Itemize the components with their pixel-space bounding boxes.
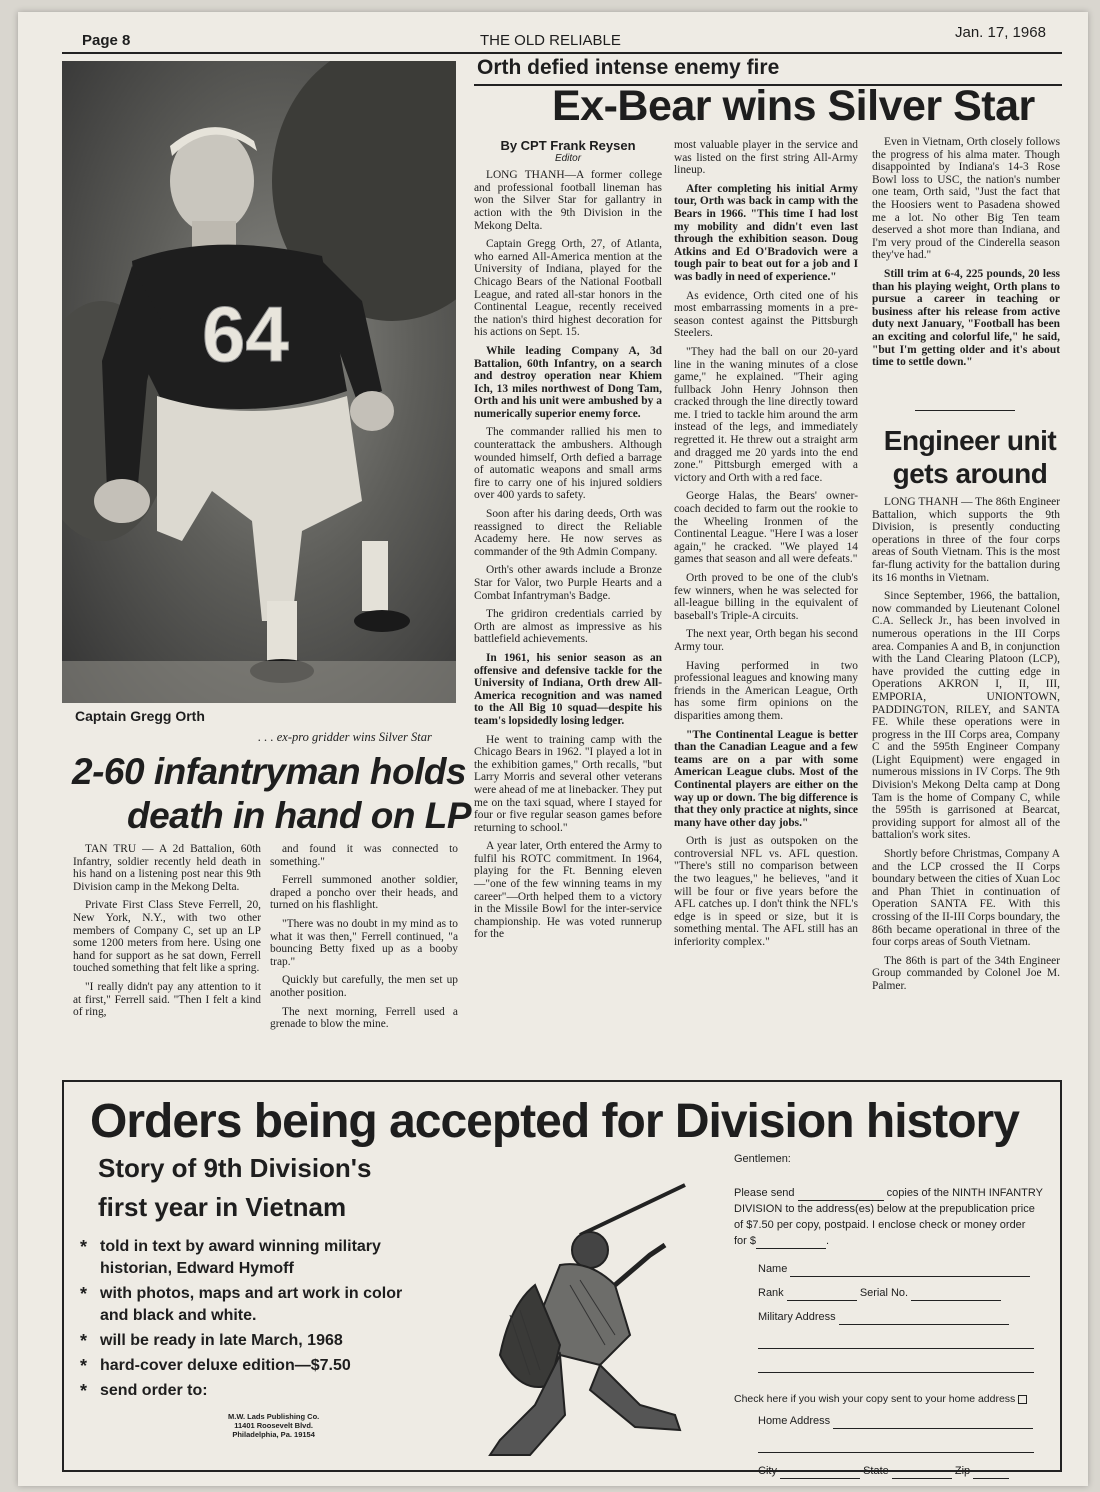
main-story-column-2 bbox=[674, 139, 858, 955]
form-serial-label: Serial No. bbox=[859, 1287, 909, 1299]
article-paragraph: "I really didn't pay any attention to it at first," Ferrell said. "Then I felt a kind of ring, bbox=[73, 980, 261, 1019]
form-home-check-text: Check here if you wish your copy sent to your home address bbox=[734, 1393, 1016, 1405]
lp-col2-body bbox=[270, 843, 458, 1031]
article-paragraph: The next year, Orth began his second Army tour. bbox=[674, 628, 858, 653]
serial-field[interactable] bbox=[911, 1289, 1001, 1301]
byline-role: Editor bbox=[554, 152, 582, 164]
article-paragraph: George Halas, the Bears' owner-coach decided to farm out the rookie to the Wheeling Ironmen of the Continental League. "Here I was a loser again," he cracked. "We played 14 games that season and all were defeats." bbox=[674, 490, 858, 566]
article-paragraph: most valuable player in the service and was listed on the first string All-Army lineup. bbox=[674, 139, 858, 177]
form-line3: of $7.50 per copy, postpaid. I enclose check or money order bbox=[734, 1219, 1026, 1231]
ad-bullet-item: * with photos, maps and art work in color and black and white. bbox=[80, 1283, 420, 1327]
form-please-send: Please send bbox=[734, 1187, 795, 1199]
form-name-label: Name bbox=[758, 1263, 788, 1275]
lp-headline-line1: 2-60 infantryman holds bbox=[72, 751, 467, 792]
name-field[interactable] bbox=[790, 1265, 1030, 1277]
main-story-col2-body bbox=[674, 139, 858, 949]
publisher-line: M.W. Lads Publishing Co. bbox=[228, 1412, 320, 1421]
ad-publisher-address bbox=[228, 1412, 319, 1439]
engineer-headline-line2: gets around bbox=[892, 458, 1048, 489]
article-paragraph: Even in Vietnam, Orth closely follows the progress of his alma mater. Though disappointed by Indiana's 14-3 Rose Bowl loss to USC, the nation's number one team, Orth said, "Just the fact that the Hoosiers went to Pasadena showed me a lot. No other Big Ten team deserved a shot more than Indiana, and I'm very proud of the Cinderella season they've had." bbox=[872, 136, 1060, 262]
paper-name: THE OLD RELIABLE bbox=[480, 32, 621, 49]
ad-subtitle-line2: first year in Vietnam bbox=[98, 1192, 347, 1222]
section-divider bbox=[915, 410, 1015, 411]
article-paragraph: Private First Class Steve Ferrell, 20, New York, N.Y., with two other members of Company C, set up an LP some 1200 meters from here. Using one hand for support as he sat down, Ferrell touched something that felt like a spring. bbox=[73, 899, 261, 975]
zip-field[interactable] bbox=[973, 1467, 1009, 1479]
article-paragraph: The gridiron credentials carried by Orth are almost as impressive as his battlefield achievements. bbox=[474, 608, 662, 646]
main-story-column-3 bbox=[872, 136, 1060, 375]
article-paragraph: Captain Gregg Orth, 27, of Atlanta, who earned All-America mention at the University of Indiana, played for the Chicago Bears of the National Football League, and rated all-star honors in the Continental League, recently received the nation's third highest decoration for his actions on Sept. 15. bbox=[474, 238, 662, 339]
ad-bullet-list bbox=[80, 1236, 420, 1405]
engineer-headline bbox=[876, 424, 1064, 490]
main-story-col3-body bbox=[872, 136, 1060, 369]
order-form: Gentlemen: Please send copies of the NINTH INFANTRY DIVISION to the address(es) below at the prepublication price of $7.50 per copy, postpaid. I enclose check or money order for $ . Name Rank Serial No. Military Address Check here if you wish your copy sent to your home address Home Address City State Zip bbox=[734, 1151, 1054, 1479]
lp-story-column-1 bbox=[73, 843, 261, 1025]
form-salutation: Gentlemen: bbox=[734, 1153, 791, 1165]
issue-date: Jan. 17, 1968 bbox=[955, 24, 1046, 41]
article-paragraph: After completing his initial Army tour, Orth was back in camp with the Bears in 1966. "This time I had lost my mobility and didn't even last through the exhibition season. Doug Atkins and Ed O'Bradovich were a tough pair to beat out for a job and I was badly in need of experience." bbox=[674, 182, 858, 283]
main-story-kicker: Orth defied intense enemy fire bbox=[477, 56, 780, 79]
military-address-field[interactable] bbox=[839, 1313, 1009, 1325]
masthead-rule bbox=[62, 52, 1062, 54]
article-paragraph: TAN TRU — A 2d Battalion, 60th Infantry, soldier recently held death in his hand on a listening post near this 9th Division camp in the Mekong Delta. bbox=[73, 843, 261, 893]
photo-caption-title: Captain Gregg Orth bbox=[75, 708, 205, 724]
article-paragraph: Soon after his daring deeds, Orth was reassigned to direct the Reliable Academy here. He now serves as commander of the 9th Admin Company. bbox=[474, 508, 662, 558]
home-address-checkbox[interactable] bbox=[1018, 1395, 1027, 1404]
form-military-address-label: Military Address bbox=[758, 1311, 836, 1323]
article-paragraph: Orth proved to be one of the club's few winners, when he was selected for all-league billing in the equivalent of baseball's Triple-A circuits. bbox=[674, 572, 858, 622]
article-paragraph: Shortly before Christmas, Company A and the LCP crossed the II Corps boundary between the cities of Xuan Loc and Phan Thiet in continuation of Operation SANTA FE. With this crossing of the II-III Corps boundary, the 86th became operational in three of the four corps areas of South Vietnam. bbox=[872, 848, 1060, 949]
article-paragraph: "The Continental League is better than the Canadian League and a few teams are on a par with some American League clubs. Most of the Continental players are either on the way up or down. The big difference is that they only practice at nights, since many have other day jobs." bbox=[674, 728, 858, 829]
article-paragraph: He went to training camp with the Chicago Bears in 1962. "I played a lot in the exhibition games," Orth recalls, "but Larry Morris and several other veterans were ahead of me at linebacker. They put me on the taxi squad, where I stayed for four or five regular season games before returning to school." bbox=[474, 733, 662, 834]
lp-headline bbox=[72, 750, 471, 838]
football-player-illustration bbox=[62, 61, 456, 703]
state-field[interactable] bbox=[892, 1467, 952, 1479]
article-paragraph: Orth's other awards include a Bronze Star for Valor, two Purple Hearts and a Combat Infantryman's Badge. bbox=[474, 564, 662, 602]
form-city-label: City bbox=[758, 1465, 777, 1477]
engineer-headline-line1: Engineer unit bbox=[883, 425, 1057, 456]
jersey-number: 64 bbox=[202, 290, 289, 378]
lp-story-column-2 bbox=[270, 843, 458, 1037]
article-paragraph: The next morning, Ferrell used a grenade to blow the mine. bbox=[270, 1005, 458, 1031]
form-state-label: State bbox=[863, 1465, 889, 1477]
article-paragraph: Having performed in two professional leagues and knowing many friends in the American League, Orth has some firm opinions on the disparities among them. bbox=[674, 659, 858, 722]
form-copies-text: copies of the NINTH INFANTRY bbox=[886, 1187, 1043, 1199]
military-address-line-3[interactable] bbox=[758, 1361, 1034, 1373]
form-line2: DIVISION to the address(es) below at the prepublication price bbox=[734, 1203, 1035, 1215]
byline: By CPT Frank Reysen bbox=[500, 138, 636, 153]
article-paragraph: As evidence, Orth cited one of his most embarrassing moments in a pre-season contest against the Pittsburgh Steelers. bbox=[674, 289, 858, 340]
page-number: Page 8 bbox=[82, 32, 131, 49]
rank-field[interactable] bbox=[787, 1289, 857, 1301]
article-paragraph: In 1961, his senior season as an offensive and defensive tackle for the University of Indiana, Orth drew All-America recognition and was named to the All Big 10 squad—despite his team's lopsidedly losing ledger. bbox=[474, 651, 662, 727]
engineer-story-body bbox=[872, 496, 1060, 999]
ad-bullet-item: * hard-cover deluxe edition—$7.50 bbox=[80, 1355, 420, 1377]
engineer-paragraphs bbox=[872, 496, 1060, 993]
soldier-illustration bbox=[440, 1165, 700, 1465]
ad-bullet-item: * told in text by award winning military historian, Edward Hymoff bbox=[80, 1236, 420, 1280]
city-field[interactable] bbox=[780, 1467, 860, 1479]
article-paragraph: Ferrell summoned another soldier, draped a poncho over their heads, and turned on his flashlight. bbox=[270, 874, 458, 912]
copies-field[interactable] bbox=[798, 1189, 884, 1201]
ad-bullet-item: * send order to: bbox=[80, 1380, 420, 1402]
amount-field[interactable] bbox=[756, 1237, 826, 1249]
article-paragraph: Orth is just as outspoken on the controversial NFL vs. AFL question. "There's still no comparison between the two leagues," he believes, "and it will be four or five years before the AFL catches up. I don't think the NFL's edge is in speed or size, but it is something mental. The AFL still has an inferiority complex." bbox=[674, 835, 858, 949]
form-home-address-label: Home Address bbox=[758, 1415, 831, 1427]
article-paragraph: Quickly but carefully, the men set up another position. bbox=[270, 974, 458, 999]
article-paragraph: Still trim at 6-4, 225 pounds, 20 less than his playing weight, Orth plans to pursue a career in teaching or business after his release from active duty next January, "Football has been an exciting and colorful life," he said, "but I'm getting older and it's about time to settle down." bbox=[872, 267, 1060, 369]
lp-headline-line2: death in hand on LP bbox=[127, 795, 472, 836]
form-rank-label: Rank bbox=[758, 1287, 784, 1299]
home-address-line-2[interactable] bbox=[758, 1441, 1034, 1453]
ad-title: Orders being accepted for Division history bbox=[90, 1095, 1019, 1148]
article-paragraph: "There was no doubt in my mind as to what it was then," Ferrell continued, "a bouncing Betty fixed up as a booby trap." bbox=[270, 917, 458, 968]
lp-col1-body bbox=[73, 843, 261, 1019]
player-photo bbox=[62, 61, 456, 703]
article-paragraph: "They had the ball on our 20-yard line in the waning minutes of a close game," he explained. "Their aging fullback John Henry Johnson then cracked through the line directly toward me. I tried to tackle him around the arm instead of the legs, and immediately regretted it. He threw out a straight arm and dragged me 20 yards into the end zone." Pittsburgh emerged with a victory and Orth with a red face. bbox=[674, 345, 858, 484]
home-address-field[interactable] bbox=[833, 1417, 1033, 1429]
article-paragraph: LONG THANH — The 86th Engineer Battalion, which supports the 9th Division, is presently conducting operations in three of the four corps areas of South Vietnam. This is the most far-flung activity for the battalion during its 16 months in Vietnam. bbox=[872, 496, 1060, 584]
ad-subtitle-line1: Story of 9th Division's bbox=[98, 1153, 372, 1183]
publisher-line: 11401 Roosevelt Blvd. bbox=[234, 1421, 314, 1430]
military-address-line-2[interactable] bbox=[758, 1337, 1034, 1349]
photo-caption-subtitle: . . . ex-pro gridder wins Silver Star bbox=[258, 730, 432, 744]
article-paragraph: The commander rallied his men to counterattack the ambushers. Although wounded himself, Orth defied a barrage of automatic weapons and small arms fire to carry one of his injured soldiers over 400 yards to safety. bbox=[474, 426, 662, 502]
article-paragraph: A year later, Orth entered the Army to fulfil his ROTC commitment. In 1964, playing for the Ft. Benning eleven—"one of the few winning teams in my career"—Orth helped them to a victory in the Missile Bowl for the inter-service championship. He was voted runnerup for the bbox=[474, 840, 662, 941]
publisher-line: Philadelphia, Pa. 19154 bbox=[232, 1430, 315, 1439]
article-paragraph: LONG THANH—A former college and professional football lineman has won the Silver Star for gallantry in action with the 9th Division in the Mekong Delta. bbox=[474, 169, 662, 232]
form-for-label: for $ bbox=[734, 1235, 757, 1247]
article-paragraph: Since September, 1966, the battalion, now commanded by Lieutenant Colonel C.A. Selleck Jr., has been involved in numerous operations in the III Corps area. Companies A and B, in conjunction with the Land Clearing Platoon (LCP), have provided the cutting edge in Operations AKRON I, II, III, EMPORIA, UNIONTOWN, PADDINGTON, RILEY, and SANTA FE. While these operations were in progress in the III Corps area, Company C and the 595th Engineer Company (Light Equipment) were engaged in numerous missions in IV Corps. The 9th Division's Mekong Delta camp at Dong Tam is the home of Company C, while the 595th is garrisoned at Bearcat, providing support for almost all of the battalion's work sites. bbox=[872, 590, 1060, 842]
ad-subtitle bbox=[98, 1151, 371, 1224]
ad-bullet-item: * will be ready in late March, 1968 bbox=[80, 1330, 420, 1352]
article-paragraph: While leading Company A, 3d Battalion, 60th Infantry, on a search and destroy operation near Khiem Ich, 13 miles northwest of Dong Tam, Orth and his unit were ambushed by a numerically superior enemy force. bbox=[474, 344, 662, 420]
main-story-col1-body bbox=[474, 169, 662, 941]
article-paragraph: and found it was connected to something." bbox=[270, 843, 458, 868]
main-story-column-1 bbox=[474, 140, 662, 947]
main-headline: Ex-Bear wins Silver Star bbox=[552, 82, 1035, 130]
article-paragraph: The 86th is part of the 34th Engineer Group commanded by Colonel Joe M. Palmer. bbox=[872, 954, 1060, 992]
form-zip-label: Zip bbox=[954, 1465, 971, 1477]
